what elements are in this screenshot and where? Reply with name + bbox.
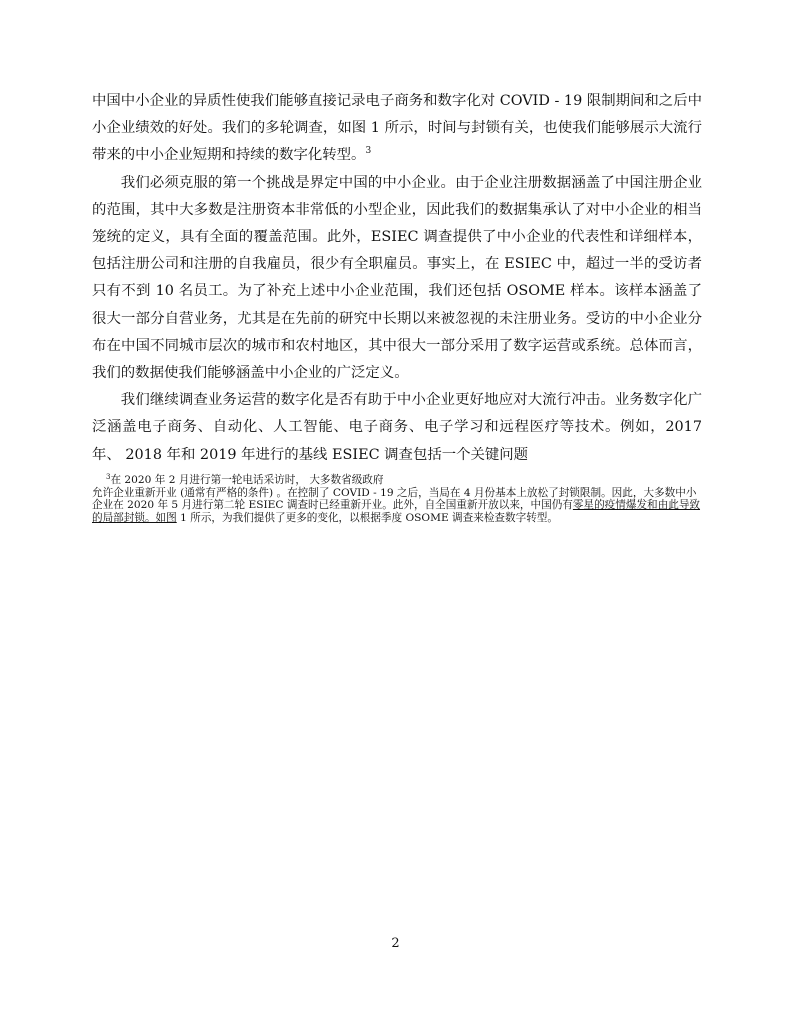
page-number: 2 (391, 936, 400, 951)
paragraph-1-text: 中国中小企业的异质性使我们能够直接记录电子商务和数字化对 COVID - 19 限制期间和之后中小企业绩效的好处。我们的多轮调查，如图 1 所示，时间与封锁有关，也使我们能够展示大流行带来的中小企业短期和持续的数字化转型。 (92, 93, 702, 164)
body-text (92, 88, 702, 469)
paragraph-1 (92, 88, 702, 170)
footnote-reference: 3 (365, 146, 372, 157)
footnote-line-2: 允许企业重新开业 (通常有严格的条件) 。在控制了 COVID - 19 之后，当局在 4 月份基本上放松了封锁限制。因此，大多数中小企业在 2020 年 5 月进行第二轮 ESIEC 调查时已经重新开业。此外，自全国重新开放以来，中国仍有 (92, 486, 697, 512)
footnote-first-line (92, 474, 702, 487)
footnote-line-end: 1 所示，为我们提供了更多的变化，以根据季度 OSOME 调查来检查数字转型。 (176, 511, 558, 524)
footnote-body (92, 487, 702, 525)
footnote-underlined-text: 零星的疫情爆发和由此导致的局部封锁。如图 (92, 499, 701, 524)
paragraph-3: 我们继续调查业务运营的数字化是否有助于中小企业更好地应对大流行冲击。业务数字化广泛涵盖电子商务、自动化、人工智能、电子商务、电子学习和远程医疗等技术。例如，2017 年、 2018 年和 2019 年进行的基线 ESIEC 调查包括一个关键问题 (92, 392, 702, 463)
paragraph-2: 我们必须克服的第一个挑战是界定中国的中小企业。由于企业注册数据涵盖了中国注册企业的范围，其中大多数是注册资本非常低的小型企业，因此我们的数据集承认了对中小企业的相当笼统的定义，具有全面的覆盖范围。此外，ESIEC 调查提供了中小企业的代表性和详细样本，包括注册公司和注册的自我雇员，很少有全职雇员。事实上，在 ESIEC 中，超过一半的受访者只有不到 10 名员工。为了补充上述中小企业范围，我们还包括 OSOME 样本。该样本涵盖了很大一部分自营业务，尤其是在先前的研究中长期以来被忽视的未注册业务。受访的中小企业分布在中国不同城市层次的城市和农村地区，其中很大一部分采用了数字运营或系统。总体而言，我们的数据使我们能够涵盖中小企业的广泛定义。 (92, 174, 702, 382)
footnote-marker: 3 (106, 473, 111, 481)
footnote (92, 474, 702, 524)
footnote-line-1: 在 2020 年 2 月进行第一轮电话采访时， 大多数省级政府 (110, 474, 384, 486)
